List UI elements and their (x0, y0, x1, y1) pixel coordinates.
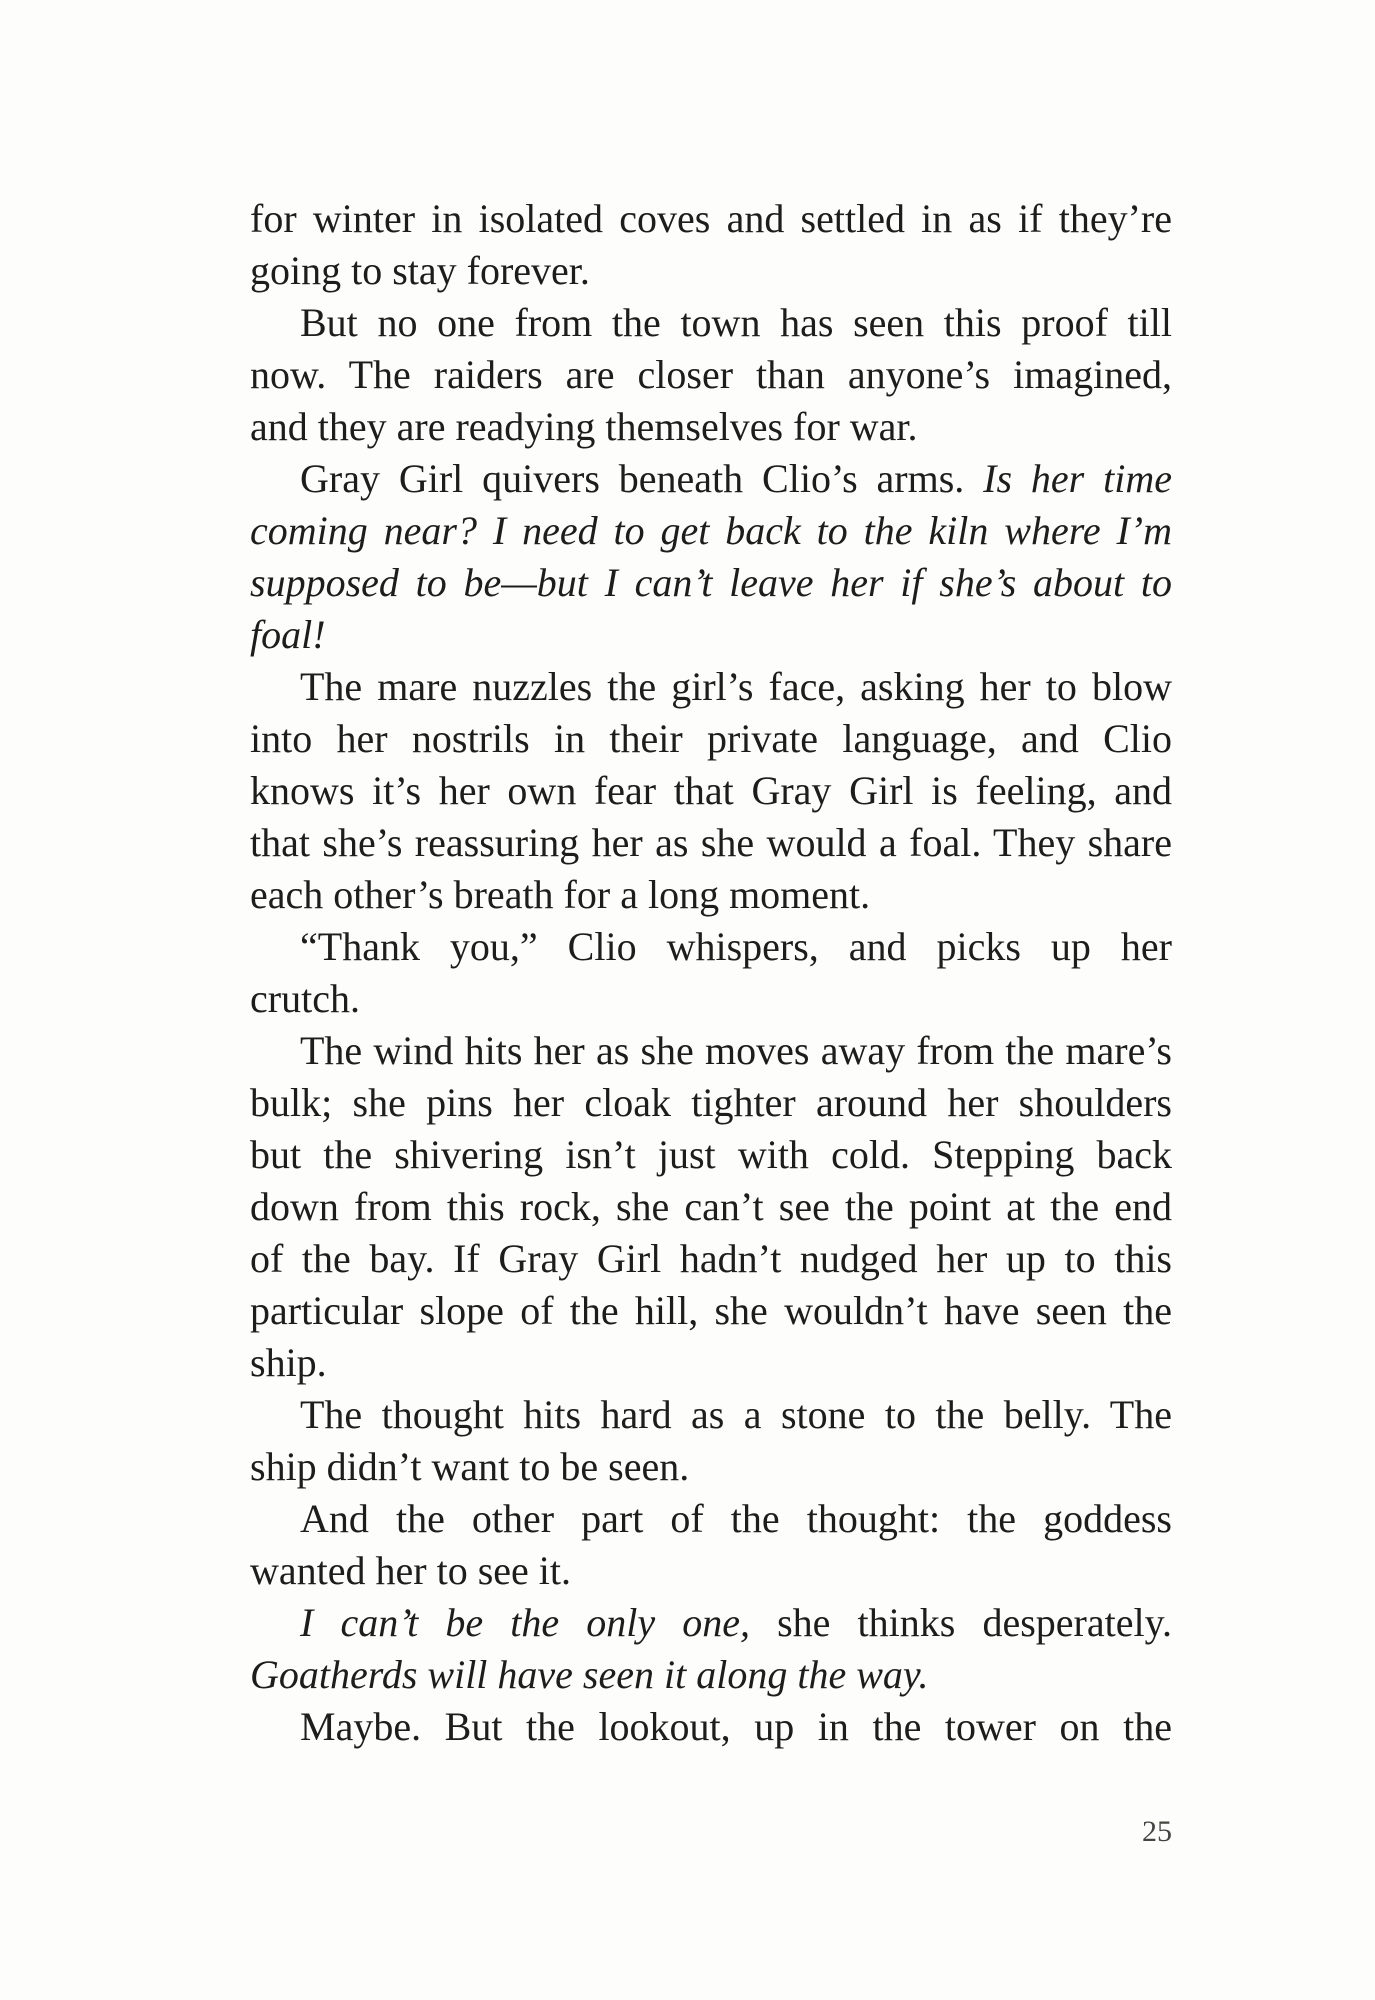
page-text-block (250, 193, 1172, 1753)
text-line (250, 1597, 1172, 1649)
text-run: Maybe. But the lookout, up in the tower on the (300, 1704, 1172, 1749)
text-run: each other’s breath for a long moment. (250, 872, 871, 917)
text-line (250, 921, 1172, 973)
text-run: But no one from the town has seen this proof till (300, 300, 1172, 345)
text-run: going to stay forever. (250, 248, 590, 293)
text-line (250, 973, 1172, 1025)
text-run: into her nostrils in their private language, and Clio (250, 716, 1172, 761)
text-line (250, 1233, 1172, 1285)
text-run: The wind hits her as she moves away from the mare’s (300, 1028, 1172, 1073)
text-run: knows it’s her own fear that Gray Girl is feeling, and (250, 768, 1172, 813)
text-line (250, 1441, 1172, 1493)
text-run: wanted her to see it. (250, 1548, 571, 1593)
text-run: she thinks desperately. (749, 1600, 1172, 1645)
text-line (250, 713, 1172, 765)
text-run: crutch. (250, 976, 360, 1021)
text-line (250, 557, 1172, 609)
text-run: The thought hits hard as a stone to the belly. The (300, 1392, 1172, 1437)
page-number: 25 (1142, 1815, 1172, 1848)
text-line (250, 505, 1172, 557)
text-run: particular slope of the hill, she wouldn’t have seen the (250, 1288, 1172, 1333)
text-line (250, 1701, 1172, 1753)
text-run: but the shivering isn’t just with cold. Stepping back (250, 1132, 1172, 1177)
text-line (250, 609, 1172, 661)
italic-text-run: Goatherds will have seen it along the way. (250, 1652, 929, 1697)
italic-text-run: I can’t be the only one, (300, 1600, 750, 1645)
text-run: that she’s reassuring her as she would a foal. They share (250, 820, 1172, 865)
text-run: now. The raiders are closer than anyone’s imagined, (250, 352, 1172, 397)
text-line (250, 1129, 1172, 1181)
text-line (250, 1181, 1172, 1233)
text-run: and they are readying themselves for war. (250, 404, 918, 449)
text-run: And the other part of the thought: the goddess (300, 1496, 1172, 1541)
italic-text-run: foal! (250, 612, 326, 657)
text-line (250, 349, 1172, 401)
italic-text-run: coming near? I need to get back to the kiln where I’m (250, 508, 1172, 553)
text-run: of the bay. If Gray Girl hadn’t nudged her up to this (250, 1236, 1172, 1281)
text-line (250, 1285, 1172, 1337)
text-line (250, 401, 1172, 453)
text-line (250, 453, 1172, 505)
text-line (250, 1493, 1172, 1545)
text-line (250, 869, 1172, 921)
text-run: The mare nuzzles the girl’s face, asking her to blow (300, 664, 1172, 709)
text-run: bulk; she pins her cloak tighter around her shoulders (250, 1080, 1172, 1125)
text-run: “Thank you,” Clio whispers, and picks up her (300, 924, 1172, 969)
italic-text-run: supposed to be—but I can’t leave her if she’s about to (250, 560, 1172, 605)
text-line (250, 661, 1172, 713)
text-line (250, 245, 1172, 297)
text-line (250, 1389, 1172, 1441)
text-line (250, 1337, 1172, 1389)
text-line (250, 193, 1172, 245)
text-line (250, 297, 1172, 349)
text-run: down from this rock, she can’t see the point at the end (250, 1184, 1172, 1229)
text-run: ship. (250, 1340, 327, 1385)
text-line (250, 1077, 1172, 1129)
text-line (250, 1025, 1172, 1077)
text-line (250, 1545, 1172, 1597)
text-run: for winter in isolated coves and settled in as if they’re (250, 196, 1172, 241)
text-run: Gray Girl quivers beneath Clio’s arms. (300, 456, 984, 501)
text-line (250, 817, 1172, 869)
text-run: ship didn’t want to be seen. (250, 1444, 690, 1489)
text-line (250, 765, 1172, 817)
text-line (250, 1649, 1172, 1701)
italic-text-run: Is her time (983, 456, 1172, 501)
